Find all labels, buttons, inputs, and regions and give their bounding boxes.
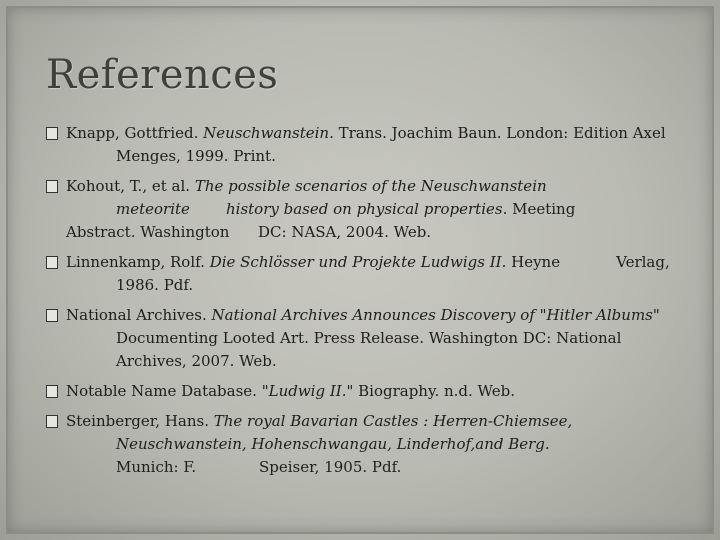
reference-text: DC: NASA, 2004. Web. [258, 223, 432, 241]
reference-text: Munich: F. [116, 458, 197, 476]
reference-text: Abstract. Washington [66, 223, 230, 241]
reference-text: Linnenkamp, Rolf. [66, 253, 210, 271]
reference-item [46, 122, 686, 168]
reference-text: Knapp, Gottfried. [66, 124, 204, 142]
reference-line [66, 122, 686, 145]
reference-text: Kohout, T., et al. [66, 177, 195, 195]
reference-title: Neuschwanstein, Hohenschwangau, Linderhof,and Berg. [116, 435, 550, 453]
reference-text: Trans. Joachim Baun. London: Edition Axel [333, 124, 666, 142]
reference-line [66, 380, 686, 403]
square-bullet-icon [46, 415, 58, 428]
reference-title: Ludwig II. [268, 382, 347, 400]
reference-text: Heyne [506, 253, 561, 271]
reference-text: Speiser, 1905. Pdf. [259, 458, 402, 476]
reference-text: Menges, 1999. Print. [116, 147, 276, 165]
square-bullet-icon [46, 127, 58, 140]
reference-text: Verlag, [616, 253, 670, 271]
reference-text: Archives, 2007. Web. [116, 352, 277, 370]
reference-text: Notable Name Database. " [66, 382, 269, 400]
reference-title: National Archives Announces Discovery of "Hitler Albums" [211, 306, 660, 324]
reference-item [46, 380, 686, 403]
reference-item [46, 410, 686, 479]
square-bullet-icon [46, 385, 58, 398]
square-bullet-icon [46, 309, 58, 322]
reference-title: Neuschwanstein. [203, 124, 334, 142]
reference-item [46, 251, 686, 297]
reference-title: The royal Bavarian Castles : Herren-Chiemsee, [213, 412, 573, 430]
reference-title: Die Schlösser und Projekte Ludwigs II. [209, 253, 507, 271]
reference-line [66, 145, 686, 168]
reference-text: " Biography. n.d. Web. [346, 382, 515, 400]
reference-line [66, 433, 686, 456]
reference-item [46, 304, 686, 373]
reference-line [66, 198, 686, 221]
reference-line [66, 327, 686, 350]
reference-line [66, 251, 686, 274]
reference-line [66, 304, 686, 327]
reference-line [66, 221, 686, 244]
reference-text: National Archives. [66, 306, 212, 324]
reference-item [46, 175, 686, 244]
reference-line [66, 456, 686, 479]
reference-line [66, 350, 686, 373]
reference-title: history based on physical properties [226, 200, 503, 218]
square-bullet-icon [46, 180, 58, 193]
reference-line [66, 410, 686, 433]
reference-text: Documenting Looted Art. Press Release. Washington DC: National [116, 329, 622, 347]
reference-text: Steinberger, Hans. [66, 412, 214, 430]
slide-title: References [46, 52, 279, 98]
reference-title: The possible scenarios of the Neuschwanstein [194, 177, 547, 195]
reference-list [46, 122, 686, 486]
reference-line [66, 175, 686, 198]
reference-title: meteorite [116, 200, 190, 218]
reference-line [66, 274, 686, 297]
reference-text: 1986. Pdf. [116, 276, 194, 294]
reference-text: . Meeting [502, 200, 576, 218]
square-bullet-icon [46, 256, 58, 269]
